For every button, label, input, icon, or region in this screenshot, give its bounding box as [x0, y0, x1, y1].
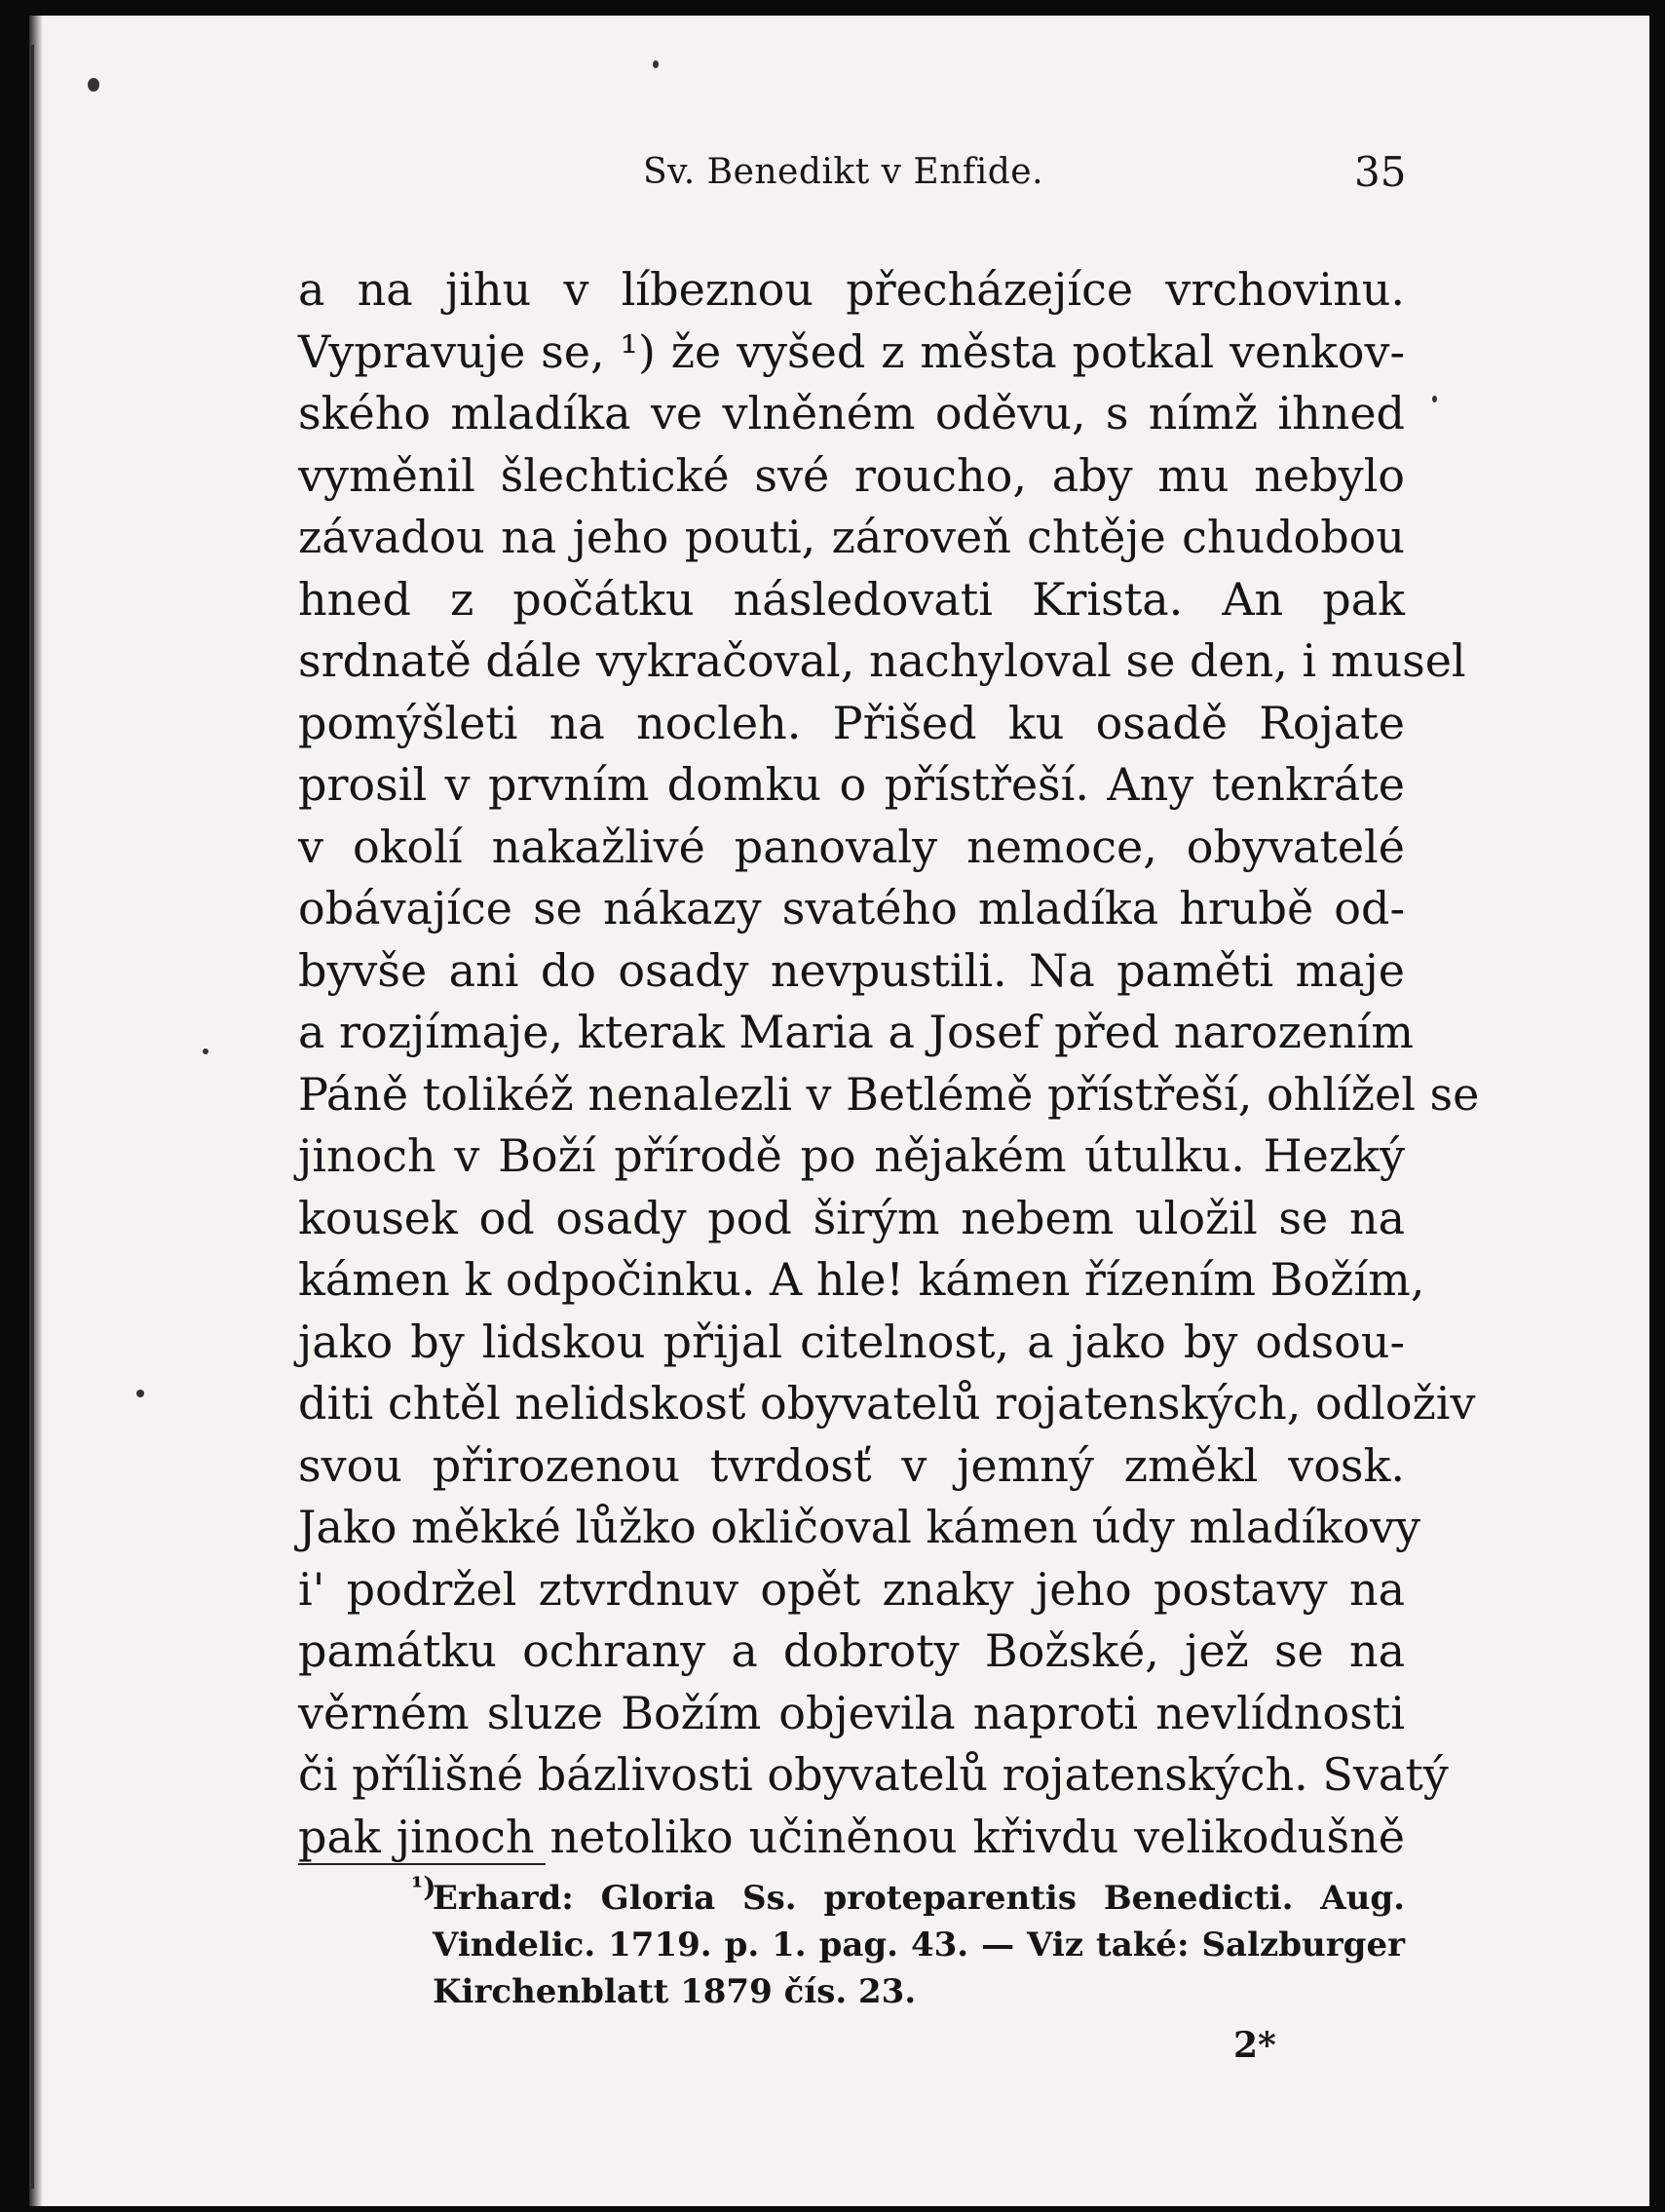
text-line: jinoch v Boží přírodě po nějakém útulku. Hezký — [298, 1129, 1405, 1182]
scan-speck — [88, 78, 99, 92]
footnote — [433, 1875, 1405, 2015]
text-line: Jako měkké lůžko okličoval kámen údy mladíkovy — [298, 1501, 1420, 1553]
footnote-line: Vindelic. 1719. p. 1. pag. 43. — Viz také: Salzburger — [433, 1926, 1405, 1964]
text-line: obávajíce se nákazy svatého mladíka hrubě od- — [298, 882, 1405, 934]
text-line: diti chtěl nelidskosť obyvatelů rojatenských, odloživ — [298, 1377, 1476, 1430]
text-line: vyměnil šlechtické své roucho, aby mu nebylo — [298, 448, 1405, 502]
text-line: ského mladíka ve vlněném oděvu, s nímž ihned — [298, 387, 1405, 439]
footnote-marker: ¹) — [411, 1871, 436, 1903]
footnote-line: Kirchenblatt 1879 čís. 23. — [433, 1972, 917, 2011]
text-line: závadou na jeho pouti, zároveň chtěje chudobou — [298, 511, 1405, 563]
text-line: hned z počátku následovati Krista. An pak — [298, 572, 1405, 626]
text-line: či přílišné bázlivosti obyvatelů rojatenských. Svatý — [298, 1748, 1449, 1801]
page-number: 35 — [1354, 148, 1407, 196]
text-line: v okolí nakažlivé panovaly nemoce, obyvatelé — [298, 820, 1405, 873]
text-line: kousek od osady pod širým nebem uložil se na — [298, 1191, 1405, 1244]
scan-speck — [203, 1049, 208, 1054]
text-line: Vypravuje se, ¹) že vyšed z města potkal venkov- — [298, 324, 1405, 378]
text-line: srdnatě dále vykračoval, nachyloval se den, i musel — [298, 634, 1466, 687]
text-line: a na jihu v líbeznou přecházejíce vrchovinu. — [298, 263, 1405, 316]
page-header — [29, 148, 1649, 210]
text-line: byvše ani do osady nevpustili. Na paměti maje — [298, 943, 1405, 997]
body-text — [298, 259, 1480, 1868]
signature-mark: 2* — [1233, 2025, 1276, 2066]
text-line: pomýšleti na nocleh. Přišed ku osadě Rojate — [298, 696, 1405, 749]
gutter-edge — [31, 45, 34, 2189]
text-line: i' podržel ztvrdnuv opět znaky jeho postavy na — [298, 1562, 1405, 1616]
text-line: kámen k odpočinku. A hle! kámen řízením Božím, — [298, 1253, 1425, 1306]
scan-speck — [1432, 396, 1437, 402]
text-line: prosil v prvním domku o přístřeší. Any tenkráte — [298, 758, 1405, 811]
text-line: a rozjímaje, kterak Maria a Josef před narozením — [298, 1006, 1415, 1058]
scanned-book-page — [29, 16, 1649, 2206]
text-line: pak jinoch netoliko učiněnou křivdu velikodušně — [298, 1810, 1405, 1863]
footnote-line: Erhard: Gloria Ss. proteparentis Benedicti. Aug. — [433, 1879, 1405, 1918]
text-line: památku ochrany a dobroty Božské, jež se na — [298, 1624, 1405, 1677]
text-line: jako by lidskou přijal citelnost, a jako by odsou- — [298, 1315, 1405, 1368]
scan-speck — [653, 60, 659, 68]
running-title: Sv. Benedikt v Enfide. — [643, 152, 1044, 192]
text-line: svou přirozenou tvrdosť v jemný změkl vosk. — [298, 1438, 1405, 1492]
text-line: Páně tolikéž nenalezli v Betlémě přístřeší, ohlížel se — [298, 1067, 1480, 1121]
text-line: věrném sluze Božím objevila naproti nevlídnosti — [298, 1686, 1405, 1739]
scan-speck — [136, 1390, 144, 1397]
footnote-divider — [298, 1863, 546, 1865]
